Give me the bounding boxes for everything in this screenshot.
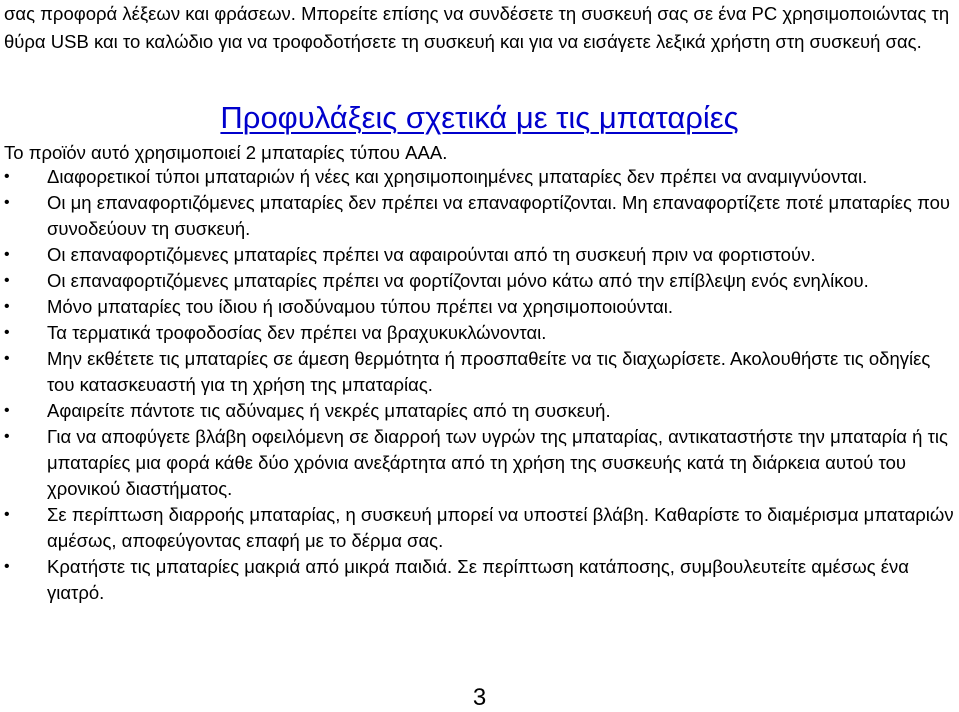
list-item-text: Αφαιρείτε πάντοτε τις αδύναμες ή νεκρές μπαταρίες από τη συσκευή.: [47, 400, 611, 421]
list-item: [0, 164, 955, 190]
list-item: [0, 346, 955, 398]
list-item-text: Μην εκθέτετε τις μπαταρίες σε άμεση θερμότητα ή προσπαθείτε να τις διαχωρίσετε. Ακολουθήστε τις οδηγίες του κατασκευαστή για τη χρήση της μπαταρίας.: [47, 348, 931, 395]
bullet-icon: •: [4, 194, 10, 211]
list-item: [0, 398, 955, 424]
list-item-text: Για να αποφύγετε βλάβη οφειλόμενη σε διαρροή των υγρών της μπαταρίας, αντικαταστήστε την μπαταρία ή τις μπαταρίες μια φορά κάθε δύο χρόνια ανεξάρτητα από τη χρήση της συσκευής κατά τη διάρκεια αυτού του χρονικού διαστήματος.: [47, 426, 948, 499]
bullet-icon: •: [4, 428, 10, 445]
list-item: [0, 554, 955, 606]
bullet-icon: •: [4, 298, 10, 315]
list-item: [0, 294, 955, 320]
list-item-text: Οι επαναφορτιζόμενες μπαταρίες πρέπει να αφαιρούνται από τη συσκευή πριν να φορτιστούν.: [47, 244, 816, 265]
bullet-icon: •: [4, 506, 10, 523]
bullet-icon: •: [4, 558, 10, 575]
bullet-icon: •: [4, 168, 10, 185]
bullet-icon: •: [4, 402, 10, 419]
bullet-icon: •: [4, 350, 10, 367]
bullet-icon: •: [4, 272, 10, 289]
list-item: [0, 190, 955, 242]
list-item-text: Τα τερματικά τροφοδοσίας δεν πρέπει να βραχυκυκλώνονται.: [47, 322, 547, 343]
section-heading: Προφυλάξεις σχετικά με τις μπαταρίες: [220, 100, 739, 135]
list-item: [0, 320, 955, 346]
bullet-icon: •: [4, 324, 10, 341]
list-item-text: Οι επαναφορτιζόμενες μπαταρίες πρέπει να φορτίζονται μόνο κάτω από την επίβλεψη ενός ενηλίκου.: [47, 270, 869, 291]
precautions-list: [0, 164, 955, 606]
list-item-text: Κρατήστε τις μπαταρίες μακριά από μικρά παιδιά. Σε περίπτωση κατάποσης, συμβουλευτείτε αμέσως ένα γιατρό.: [47, 556, 909, 603]
list-item: [0, 268, 955, 294]
list-item-text: Σε περίπτωση διαρροής μπαταρίας, η συσκευή μπορεί να υποστεί βλάβη. Καθαρίστε το διαμέρισμα μπαταριών αμέσως, αποφεύγοντας επαφή με το δέρμα σας.: [47, 504, 954, 551]
list-item: [0, 242, 955, 268]
lead-sentence: Το προϊόν αυτό χρησιμοποιεί 2 μπαταρίες τύπου AAA.: [4, 142, 448, 163]
bullet-icon: •: [4, 246, 10, 263]
list-item-text: Διαφορετικοί τύποι μπαταριών ή νέες και χρησιμοποιημένες μπαταρίες δεν πρέπει να αναμιγνύονται.: [47, 166, 868, 187]
list-item-text: Μόνο μπαταρίες του ίδιου ή ισοδύναμου τύπου πρέπει να χρησιμοποιούνται.: [47, 296, 674, 317]
list-item-text: Οι μη επαναφορτιζόμενες μπαταρίες δεν πρέπει να επαναφορτίζονται. Μη επαναφορτίζετε ποτέ μπαταρίες που συνοδεύουν τη συσκευή.: [47, 192, 951, 239]
list-item: [0, 502, 955, 554]
intro-paragraph: σας προφορά λέξεων και φράσεων. Μπορείτε επίσης να συνδέσετε τη συσκευή σας σε ένα PC χρησιμοποιώντας τη θύρα USB και το καλώδιο για να τροφοδοτήσετε τη συσκευή και για να εισάγετε λεξικά χρήστη στη συσκευή σας.: [4, 3, 950, 52]
page-number: 3: [472, 684, 487, 711]
list-item: [0, 424, 955, 502]
